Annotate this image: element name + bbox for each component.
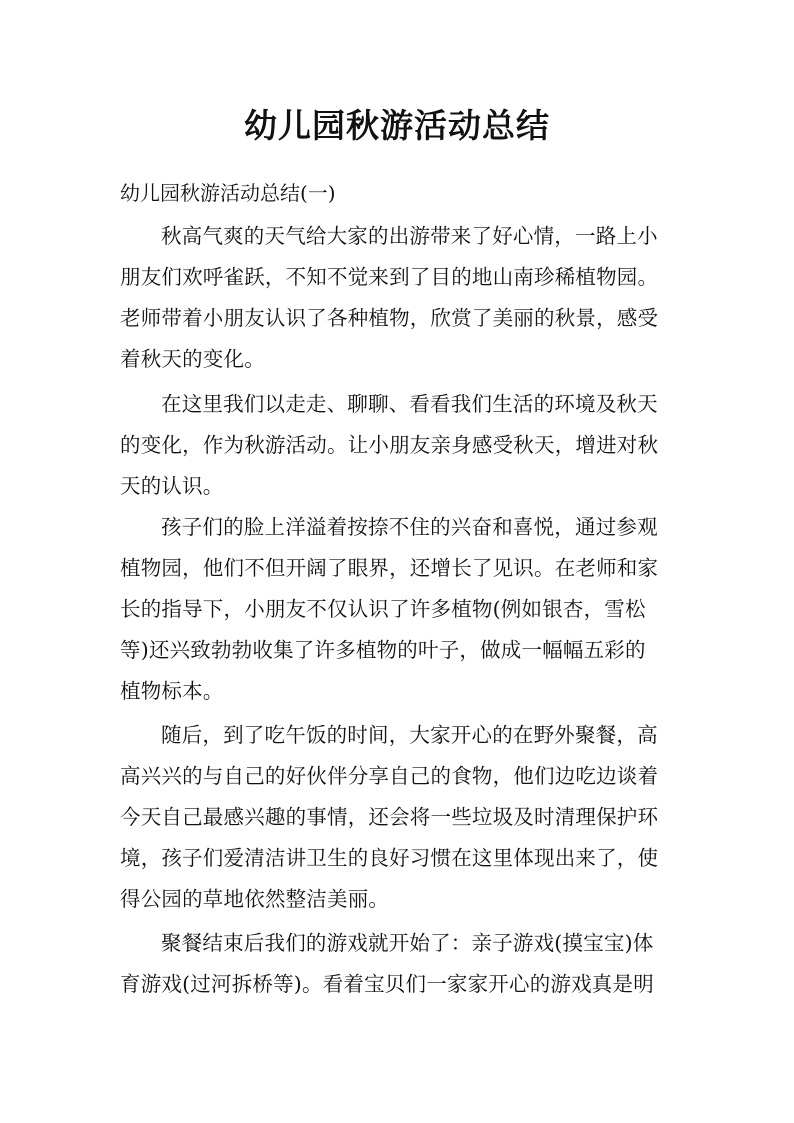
paragraph-4-line-5: 得公园的草地依然整洁美丽。 xyxy=(120,887,390,911)
paragraph-4-line-1: 随后，到了吃午饭的时间，大家开心的在野外聚餐，高 xyxy=(161,723,658,747)
document-title: 幼儿园秋游活动总结 xyxy=(244,106,550,145)
paragraph-4-line-4: 境，孩子们爱清洁讲卫生的良好习惯在这里体现出来了，使 xyxy=(120,846,659,870)
paragraph-2-line-3: 天的认识。 xyxy=(120,474,224,498)
paragraph-3-line-4: 等)还兴致勃勃收集了许多植物的叶子，做成一幅幅五彩的 xyxy=(120,638,646,662)
paragraph-3-line-1: 孩子们的脸上洋溢着按捺不住的兴奋和喜悦，通过参观 xyxy=(161,515,658,539)
paragraph-1-line-2: 朋友们欢呼雀跃，不知不觉来到了目的地山南珍稀植物园。 xyxy=(120,265,659,289)
paragraph-4-line-2: 高兴兴的与自己的好伙伴分享自己的食物，他们边吃边谈着 xyxy=(120,764,659,788)
paragraph-1-line-4: 着秋天的变化。 xyxy=(120,347,265,371)
paragraph-5-line-1: 聚餐结束后我们的游戏就开始了：亲子游戏(摸宝宝)体 xyxy=(161,931,654,955)
paragraph-3-line-2: 植物园，他们不但开阔了眼界，还增长了见识。在老师和家 xyxy=(120,556,659,580)
paragraph-2-line-2: 的变化，作为秋游活动。让小朋友亲身感受秋天，增进对秋 xyxy=(120,433,659,457)
paragraph-4-line-3: 今天自己最感兴趣的事情，还会将一些垃圾及时清理保护环 xyxy=(120,805,659,829)
paragraph-1-line-3: 老师带着小朋友认识了各种植物，欣赏了美丽的秋景，感受 xyxy=(120,306,659,330)
paragraph-1-line-1: 秋高气爽的天气给大家的出游带来了好心情，一路上小 xyxy=(161,224,658,248)
paragraph-3-line-3: 长的指导下，小朋友不仅认识了许多植物(例如银杏，雪松 xyxy=(120,597,646,621)
paragraph-2-line-1: 在这里我们以走走、聊聊、看看我们生活的环境及秋天 xyxy=(161,392,658,416)
paragraph-3-line-5: 植物标本。 xyxy=(120,679,224,703)
paragraph-5-line-2: 育游戏(过河拆桥等)。看着宝贝们一家家开心的游戏真是明 xyxy=(120,972,654,996)
section-heading: 幼儿园秋游活动总结(一) xyxy=(120,181,336,205)
